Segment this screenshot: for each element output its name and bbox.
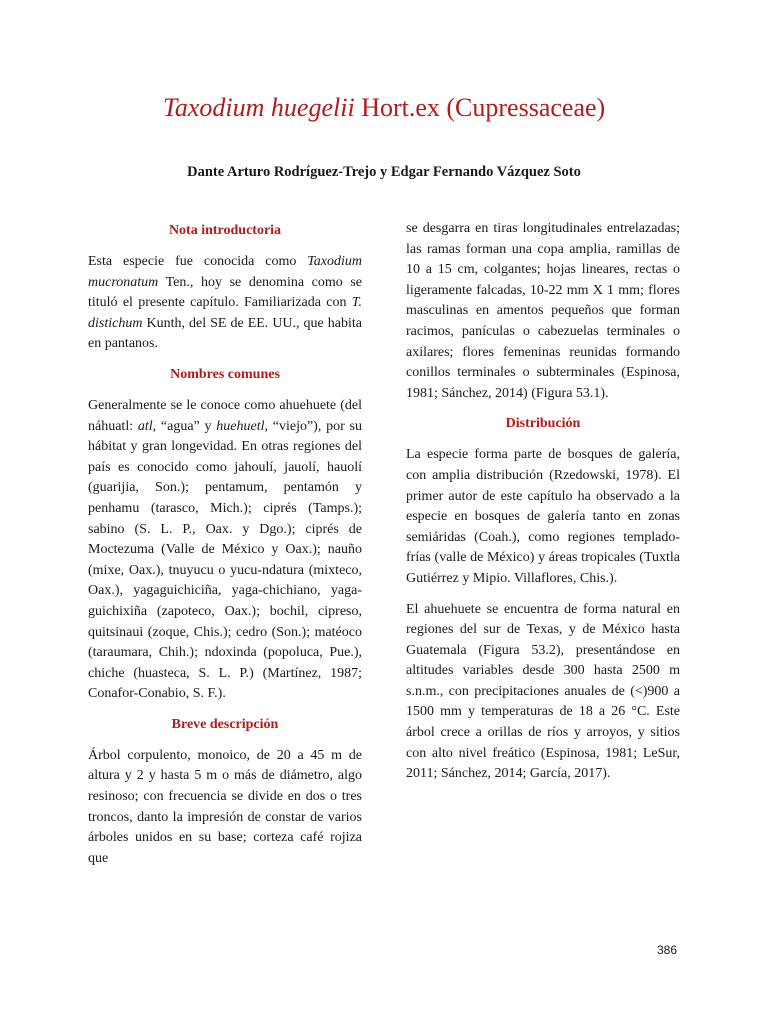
common-names-paragraph: Generalmente se le conoce como ahuehuete (del náhuatl: atl, “agua” y huehuetl, “viejo”), por su hábitat y gran longevidad. En otras regiones del país es conocido como jahoulí, jauolí, hauolí (guarijia, Son.); pentamum, pentamón y penhamu (tarasco, Mich.); ciprés (Tamps.); sabino (S. L. P., Oax. y Dgo.); ciprés de Moctezuma (Valle de México y Oax.); nauño (mixe, Oax.), tnuyucu o yucu-ndatura (mixteco, Oax.), yagaguichiciña, yaga-chichiano, yaga-guichixiña (zapoteco, Oax.); bochil, cipreso, quitsinaui (zoque, Chis.); cedro (Son.); matéoco (taraumara, Chih.); ndoxinda (popoluca, Pue.), chiche (huasteca, S. L. P.) (Martínez, 1987; Conafor-Conabio, S. F.).: [88, 397, 362, 702]
page-title: [0, 90, 768, 126]
heading-intro: Nota introductoria: [168, 223, 282, 238]
heading-distribution: Distribución: [505, 416, 581, 432]
description-paragraph-left: Árbol corpulento, monoico, de 20 a 45 m de altura y 2 y hasta 5 m o más de diámetro, algo resinoso; con frecuencia se divide en dos o tres troncos, danto la impresión de constar de varios árboles unidos en su base; corteza café rojiza que: [88, 747, 362, 866]
distribution-paragraph-1: La especie forma parte de bosques de galería, con amplia distribución (Rzedowski, 1978). El primer autor de este capítulo ha observado a la especie en bosques de galería tanto en zonas semiáridas (Coah.), como regiones templado-frías (valle de México) y áreas tropicales (Tuxtla Gutiérrez y Mipio. Villaflores, Chis.).: [406, 447, 680, 586]
authors-line: Dante Arturo Rodríguez-Trejo y Edgar Fernando Vázquez Soto: [187, 164, 581, 180]
heading-description: Breve descripción: [171, 716, 279, 732]
intro-paragraph: Esta especie fue conocida como Taxodium mucronatum Ten., hoy se denomina como se tituló el presente capítulo. Familiarizada con T. distichum Kunth, del SE de EE. UU., que habita en pantanos.: [88, 254, 362, 352]
title-rest: Hort.ex (Cupressaceae): [361, 93, 606, 122]
description-paragraph-right: se desgarra en tiras longitudinales entrelazadas; las ramas forman una copa amplia, ramillas de 10 a 15 cm, colgantes; hojas lineares, rectas o ligeramente falcadas, 10-22 mm X 1 mm; flores masculinas en amentos pequeños que forman racimos, panículas o cabezuelas terminales o axilares; flores femeninas reunidas formando conillos terminales o subterminales (Espinosa, 1981; Sánchez, 2014) (Figura 53.1).: [406, 221, 680, 401]
heading-common-names: Nombres comunes: [170, 366, 280, 382]
right-column: [406, 219, 680, 795]
page-number: 386: [657, 943, 678, 957]
title-species: Taxodium huegelii: [162, 93, 355, 122]
distribution-paragraph-2: El ahuehuete se encuentra de forma natural en regiones del sur de Texas, y de México hasta Guatemala (Figura 53.2), presentándose en altitudes variables desde 300 hasta 2500 m s.n.m., con precipitaciones anuales de (<)900 a 1500 mm y temperaturas de 18 a 26 °C. Este árbol crece a orillas de ríos y arroyos, y sitios con alto nivel freático (Espinosa, 1981; LeSur, 2011; Sánchez, 2014; García, 2017).: [406, 601, 680, 782]
left-column: [88, 219, 362, 879]
